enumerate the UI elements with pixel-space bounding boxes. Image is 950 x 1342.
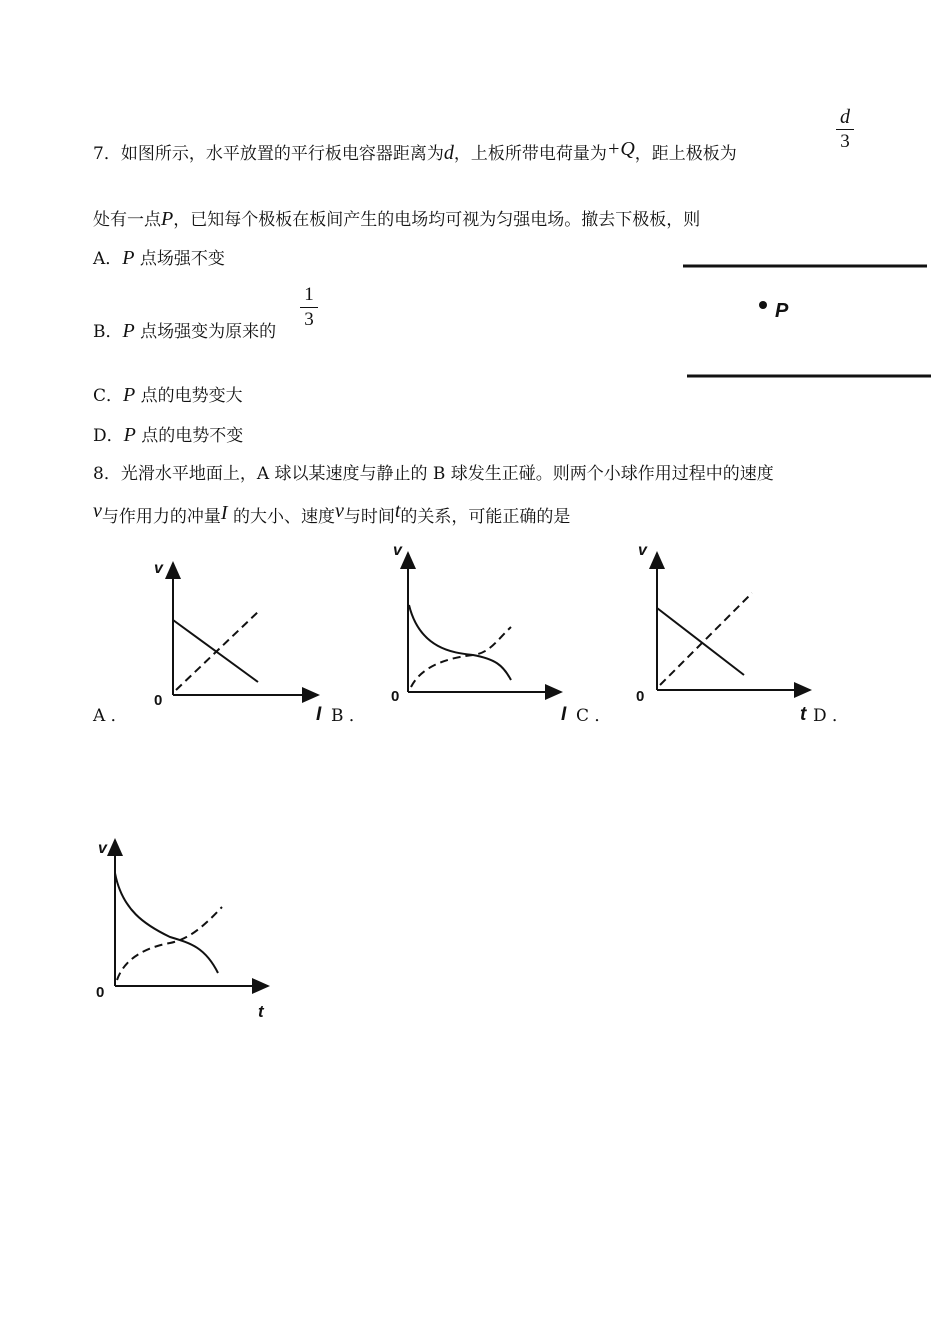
q7-option-c <box>93 384 243 407</box>
q8-option-c-label: C ． <box>576 706 612 726</box>
q7-line2 <box>93 208 700 231</box>
graph-b <box>385 535 585 725</box>
option-var: P <box>123 424 136 446</box>
dashed-line <box>176 610 260 690</box>
q8-line2-text-c: 与时间 <box>343 507 395 527</box>
y-axis-label: v <box>393 542 402 559</box>
option-text: 点场强变为原来的 <box>140 322 277 342</box>
q8-line1 <box>93 463 774 485</box>
q7-line2-text-a: 处有一点 <box>93 210 161 230</box>
x-axis-label: t <box>800 704 807 725</box>
q8-line1-text: 8．光滑水平地面上，A 球以某速度与静止的 B 球发生正碰。则两个小球作用过程中的速度 <box>93 464 774 484</box>
q7-fraction-d-over-3 <box>836 106 854 153</box>
point-p-label: P <box>775 300 789 322</box>
solid-line <box>173 620 258 682</box>
q7-charge: +Q <box>606 138 635 160</box>
capacitor-figure <box>675 255 940 390</box>
q8-var-v: v <box>93 500 102 522</box>
origin-label: 0 <box>391 688 400 705</box>
q8-var-i: I <box>220 502 228 524</box>
option-label: A． <box>93 249 123 269</box>
option-text: 点的电势不变 <box>141 426 244 446</box>
option-text: 点的电势变大 <box>140 386 243 406</box>
q7-option-b-fraction <box>300 284 318 331</box>
y-axis-label: v <box>154 560 163 577</box>
option-text: 点场强不变 <box>139 249 225 269</box>
option-var: P <box>122 320 135 342</box>
x-axis-label: I <box>561 704 567 725</box>
graph-a <box>140 545 340 725</box>
graph-d <box>90 825 290 1025</box>
q8-line2 <box>93 500 571 528</box>
x-axis-label: t <box>258 1002 264 1021</box>
q7-frac-den: 3 <box>840 131 850 152</box>
origin-label: 0 <box>636 688 645 705</box>
fraction-bar <box>300 307 318 308</box>
x-axis-label: I <box>316 704 322 725</box>
q8-var-t: t <box>394 500 401 522</box>
option-label: C． <box>93 386 124 406</box>
frac-den: 3 <box>304 309 314 330</box>
point-p-dot <box>759 301 767 309</box>
q7-option-a <box>93 247 225 270</box>
option-label: D． <box>93 426 124 446</box>
q7-var-p: P <box>161 208 174 230</box>
fraction-bar <box>836 129 854 130</box>
q8-option-d-label: D ． <box>813 706 850 726</box>
q7-frac-num: d <box>840 106 850 128</box>
q7-line1-text-b: ，上板所带电荷量为 <box>453 144 607 164</box>
option-var: P <box>122 247 135 269</box>
q8-line2-text-b: 的大小、速度 <box>227 507 335 527</box>
q7-line1-text-a: 7．如图所示，水平放置的平行板电容器距离为 <box>93 144 444 164</box>
solid-curve <box>115 873 218 973</box>
q7-option-b <box>93 320 276 343</box>
q7-line1 <box>93 138 737 165</box>
q7-line1-text-c: ，距上极板为 <box>634 144 737 164</box>
frac-num: 1 <box>304 284 314 305</box>
y-axis-label: v <box>638 542 647 559</box>
q8-line2-text-d: 的关系，可能正确的是 <box>400 507 571 527</box>
option-var: P <box>123 384 136 406</box>
y-axis-label: v <box>98 840 107 857</box>
solid-line <box>657 608 744 675</box>
graph-c <box>630 535 820 725</box>
origin-label: 0 <box>154 692 163 709</box>
option-label: B． <box>93 322 123 342</box>
dashed-curve <box>117 907 222 980</box>
origin-label: 0 <box>96 984 105 1001</box>
q7-option-d <box>93 424 243 447</box>
q8-var-v2: v <box>334 500 344 522</box>
q8-line2-text-a: 与作用力的冲量 <box>101 507 221 527</box>
q8-option-a-label: A ． <box>93 706 128 726</box>
q8-option-b-label: B ． <box>331 706 366 726</box>
q7-var-d: d <box>443 142 454 164</box>
solid-curve <box>409 605 511 680</box>
q7-line2-text-b: ，已知每个极板在板间产生的电场均可视为匀强电场。撤去下极板，则 <box>173 210 701 230</box>
